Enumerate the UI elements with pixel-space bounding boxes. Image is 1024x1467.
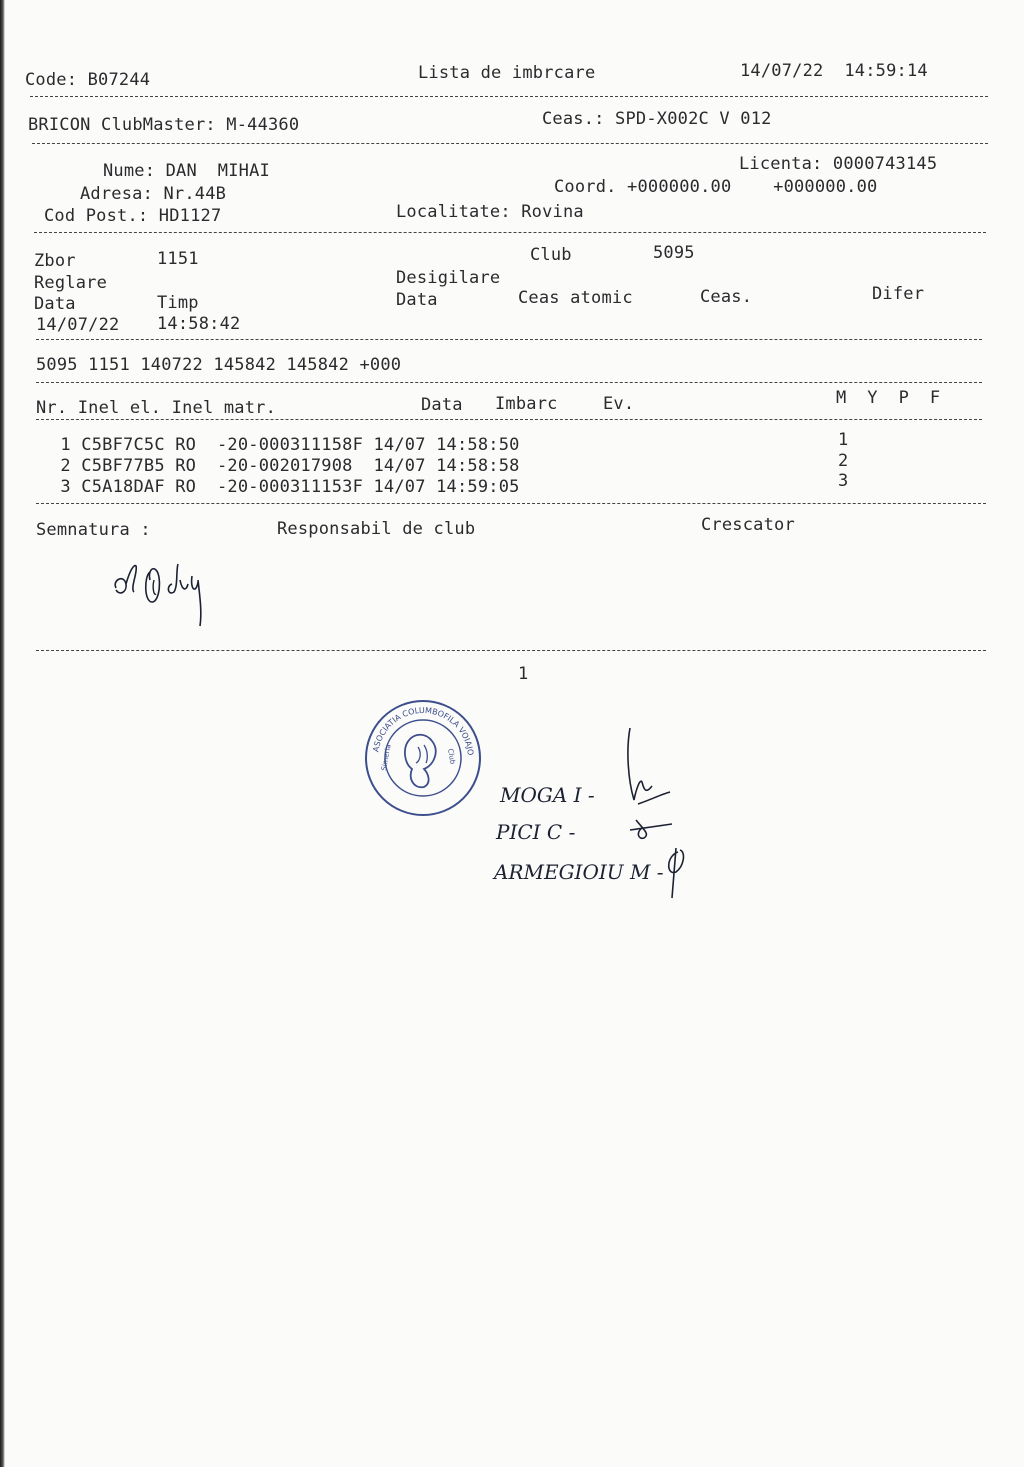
page-edge-shadow <box>0 0 5 1467</box>
club-responsible-label: Responsabil de club <box>277 519 476 539</box>
unsealing-label: Desigilare <box>396 268 501 288</box>
clubmaster-id: BRICON ClubMaster: M-44360 <box>28 115 300 135</box>
table-header-event: Ev. <box>603 394 635 414</box>
divider <box>36 650 986 651</box>
clock-id: Ceas.: SPD-X002C V 012 <box>542 109 772 129</box>
stamp-ring-text: ASOCIATIA COLUMBOFILA VOIAJORUL HUNEDOREAN <box>358 690 475 756</box>
setting-date: 14/07/22 <box>36 315 120 335</box>
handwritten-name-1: MOGA I - <box>500 783 595 807</box>
pigeon-emblem-icon <box>405 735 436 788</box>
document-code: Code: B07244 <box>25 70 151 90</box>
club-number: 5095 <box>653 243 695 263</box>
owner-name: Nume: DAN MIHAI <box>103 161 270 181</box>
table-row-m: 3 <box>838 471 849 491</box>
handwritten-signature <box>110 550 220 630</box>
club-stamp <box>358 690 484 819</box>
license-number: Licenta: 0000743145 <box>739 154 938 174</box>
page-number: 1 <box>518 664 529 684</box>
flight-label: Zbor <box>34 251 76 271</box>
table-header-date: Data <box>421 395 463 415</box>
breeder-label: Crescator <box>701 515 795 535</box>
table-row: 2 C5BF77B5 RO -20-002017908 14/07 14:58:58 <box>50 456 520 476</box>
postal-code: Cod Post.: HD1127 <box>44 206 222 226</box>
signature-label: Semnatura : <box>36 520 151 540</box>
atomic-clock-label: Ceas atomic <box>518 288 633 308</box>
setting-time: 14:58:42 <box>157 314 241 334</box>
setting-label: Reglare <box>34 273 108 293</box>
flight-number: 1151 <box>157 249 199 269</box>
table-header-boarding: Imbarc <box>495 394 558 414</box>
handwritten-name-3: ARMEGIOIU M - <box>494 860 664 884</box>
handwritten-initials <box>600 720 700 910</box>
divider <box>36 419 982 420</box>
divider <box>36 339 982 340</box>
flight-summary: 5095 1151 140722 145842 145842 +000 <box>36 355 402 375</box>
coordinates: Coord. +000000.00 +000000.00 <box>554 177 878 197</box>
clock-label: Ceas. <box>700 287 753 307</box>
locality: Localitate: Rovina <box>396 202 584 222</box>
table-row-m: 2 <box>838 451 849 471</box>
difference-label: Difer <box>872 284 925 304</box>
divider <box>36 382 982 383</box>
stamp-right-text: Club <box>446 747 457 765</box>
club-label: Club <box>530 245 572 265</box>
document-title: Lista de imbrcare <box>418 63 596 83</box>
table-header-mypf: M Y P F <box>836 388 941 408</box>
divider <box>30 96 988 97</box>
table-row-m: 1 <box>838 430 849 450</box>
print-datetime: 14/07/22 14:59:14 <box>740 61 928 81</box>
owner-address: Adresa: Nr.44B <box>80 184 227 204</box>
time-label: Timp <box>157 293 199 313</box>
stamp-left-text: Simeria <box>380 743 393 772</box>
divider <box>34 232 986 233</box>
table-header-rings: Nr. Inel el. Inel matr. <box>36 398 277 418</box>
handwritten-name-2: PICI C - <box>496 820 576 844</box>
table-row: 3 C5A18DAF RO -20-000311153F 14/07 14:59:05 <box>50 477 520 497</box>
unsealing-date-label: Data <box>396 290 438 310</box>
table-row: 1 C5BF7C5C RO -20-000311158F 14/07 14:58:50 <box>50 435 520 455</box>
date-label: Data <box>34 294 76 314</box>
divider <box>36 503 986 504</box>
divider <box>32 143 988 144</box>
